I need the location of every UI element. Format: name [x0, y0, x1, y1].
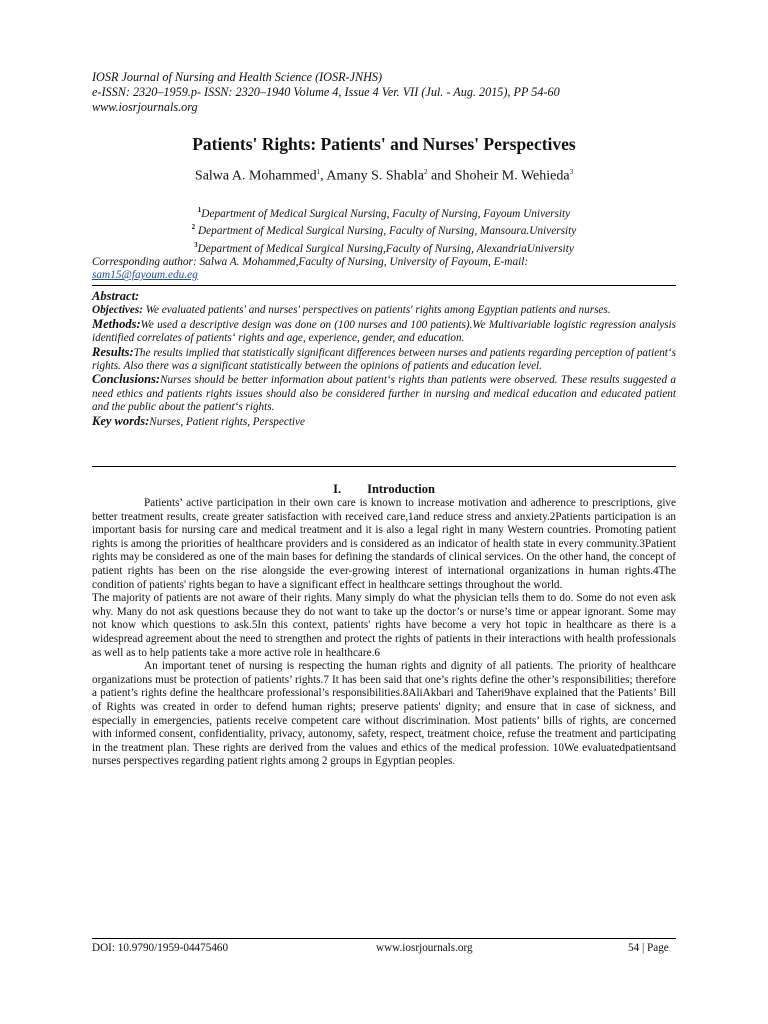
affiliation-line — [92, 239, 676, 256]
methods-text: We used a descriptive design was done on (100 nurses and 100 patients).We Multivariable logistic regression analysis identified correlates of patients‘ rights and age, experience, gender, and education. — [92, 318, 676, 345]
author-separator: , — [320, 168, 327, 184]
paper-title: Patients' Rights: Patients' and Nurses' Perspectives — [192, 134, 576, 154]
affiliations — [92, 204, 676, 283]
author-name: Salwa A. Mohammed — [194, 168, 317, 184]
email-link[interactable]: sam15@fayoum.edu.eg — [92, 269, 198, 282]
affiliation-superscript: 3 — [194, 240, 198, 249]
keywords-label: Key words: — [92, 413, 150, 428]
abstract-results — [92, 346, 676, 374]
section-title: Introduction — [367, 482, 435, 496]
author-name: Shoheir M. Wehieda — [454, 168, 570, 184]
objectives-text: We evaluated patients' and nurses' perspectives on patients' rights among Egyptian patients and nurses. — [142, 304, 611, 317]
divider-bottom — [92, 466, 676, 467]
results-text: The results implied that statistically significant differences between nurses and patients regarding perception of patient‘s rights. Also there was a significant statistically between the opinions of patients and education level. — [92, 346, 676, 373]
results-label: Results: — [92, 344, 134, 359]
footer-rule — [92, 938, 676, 939]
affiliation-text: Department of Medical Surgical Nursing, Faculty of Nursing, Mansoura.University — [195, 225, 577, 238]
affiliation-line — [92, 204, 676, 221]
abstract-heading: Abstract: — [92, 289, 140, 303]
footer-doi: DOI: 10.9790/1959-04475460 — [92, 942, 229, 954]
abstract-conclusions — [92, 373, 676, 414]
abstract-keywords — [92, 415, 676, 429]
journal-header — [92, 70, 560, 115]
objectives-label: Objectives: — [92, 304, 143, 317]
journal-website: www.iosrjournals.org — [92, 100, 198, 114]
author-superscript: 2 — [423, 168, 428, 176]
journal-issn: e-ISSN: 2320–1959.p- ISSN: 2320–1940 Volume 4, Issue 4 Ver. VII (Jul. - Aug. 2015), PP 54-60 — [92, 85, 560, 99]
section-number: I. — [333, 482, 342, 496]
author-superscript: 1 — [316, 168, 321, 176]
conclusions-text: Nurses should be better information about patient‘s rights than patients were observed. These results suggested a need ethics and patients rights issues should also be considered further in nursing and medical education and educated patient and the public about the patient‘s rights. — [92, 374, 676, 414]
paragraph: The majority of patients are not aware of their rights. Many simply do what the physician tells them to do. Some do not even ask why. Many do not ask questions because they do not want to take up the doctor’s or nurse’s time or appear ignorant. Some may not know which questions to ask.5In this context, patients' rights have become a very hot topic in healthcare as there is a widespread agreement about the need to strengthen and protect the rights of patients in their interactions with health professionals as well as to help patients take a more active role in healthcare.6 — [92, 592, 676, 659]
affiliation-text: Department of Medical Surgical Nursing, Faculty of Nursing, Fayoum University — [201, 207, 571, 220]
section-heading — [0, 482, 768, 497]
affiliation-line — [92, 221, 676, 238]
author-list — [0, 168, 768, 185]
abstract-methods — [92, 318, 676, 346]
footer-website: www.iosrjournals.org — [376, 942, 473, 954]
journal-name: IOSR Journal of Nursing and Health Science (IOSR-JNHS) — [92, 70, 383, 84]
paragraph: Patients’ active participation in their own care is known to increase motivation and adherence to prescriptions, give better treatment results, create greater satisfaction with received care,1and reduce stress and anxiety.2Patients participation is an important basis for nursing care and medical treatment and it is also a legal right in many Western countries. Promoting patient rights is among the priorities of healthcare providers and is considered as an indicator of health state in every community.3Patient rights may be considered as one of the main bases for defining the standards of clinical services. On the other hand, the concept of patient rights has been on the rise alongside the ever-growing interest of international organizations in human rights.4The condition of patients' rights began to have a significant effect in healthcare settings throughout the world. — [92, 497, 676, 591]
author-separator: and — [427, 168, 455, 184]
author-superscript: 3 — [569, 168, 574, 176]
affiliation-superscript: 2 — [191, 223, 196, 232]
affiliation-text: Department of Medical Surgical Nursing,Faculty of Nursing, AlexandriaUniversity — [197, 242, 574, 255]
methods-label: Methods: — [92, 316, 141, 331]
abstract-objectives — [92, 304, 676, 317]
affiliation-superscript: 1 — [197, 206, 202, 214]
abstract — [92, 290, 676, 429]
divider-top — [92, 285, 676, 286]
footer-page-number: 54 | Page — [628, 942, 669, 954]
corresponding-author: Corresponding author: Salwa A. Mohammed,Faculty of Nursing, University of Fayoum, E-mail: — [92, 255, 529, 268]
paragraph: An important tenet of nursing is respecting the human rights and dignity of all patients. The priority of healthcare organizations must be protection of patients’ rights.7 It has been said that one’s rights define the other’s responsibilities; therefore a patient’s rights define the healthcare professional’s responsibilities.8AliAkbari and Taheri9have explained that the Patients’ Bill of Rights was created in order to defend human rights; preserve patients' dignity; and ensure that in case of sickness, and especially in emergencies, patients receive competent care without discrimination. Most patients’ bills of rights, are concerned with informed consent, confidentiality, privacy, autonomy, safety, respect, treatment choice, refuse the treatment and participating in the treatment plan. These rights are derived from the values and ethics of the medical profession. 10We evaluatedpatientsand nurses perspectives regarding patient rights among 2 groups in Egyptian peoples. — [92, 660, 676, 768]
conclusions-label: Conclusions: — [92, 372, 161, 387]
body-text — [92, 497, 676, 769]
author-name: Amany S. Shabla — [326, 168, 424, 184]
keywords-text: Nurses, Patient rights, Perspective — [149, 415, 305, 428]
